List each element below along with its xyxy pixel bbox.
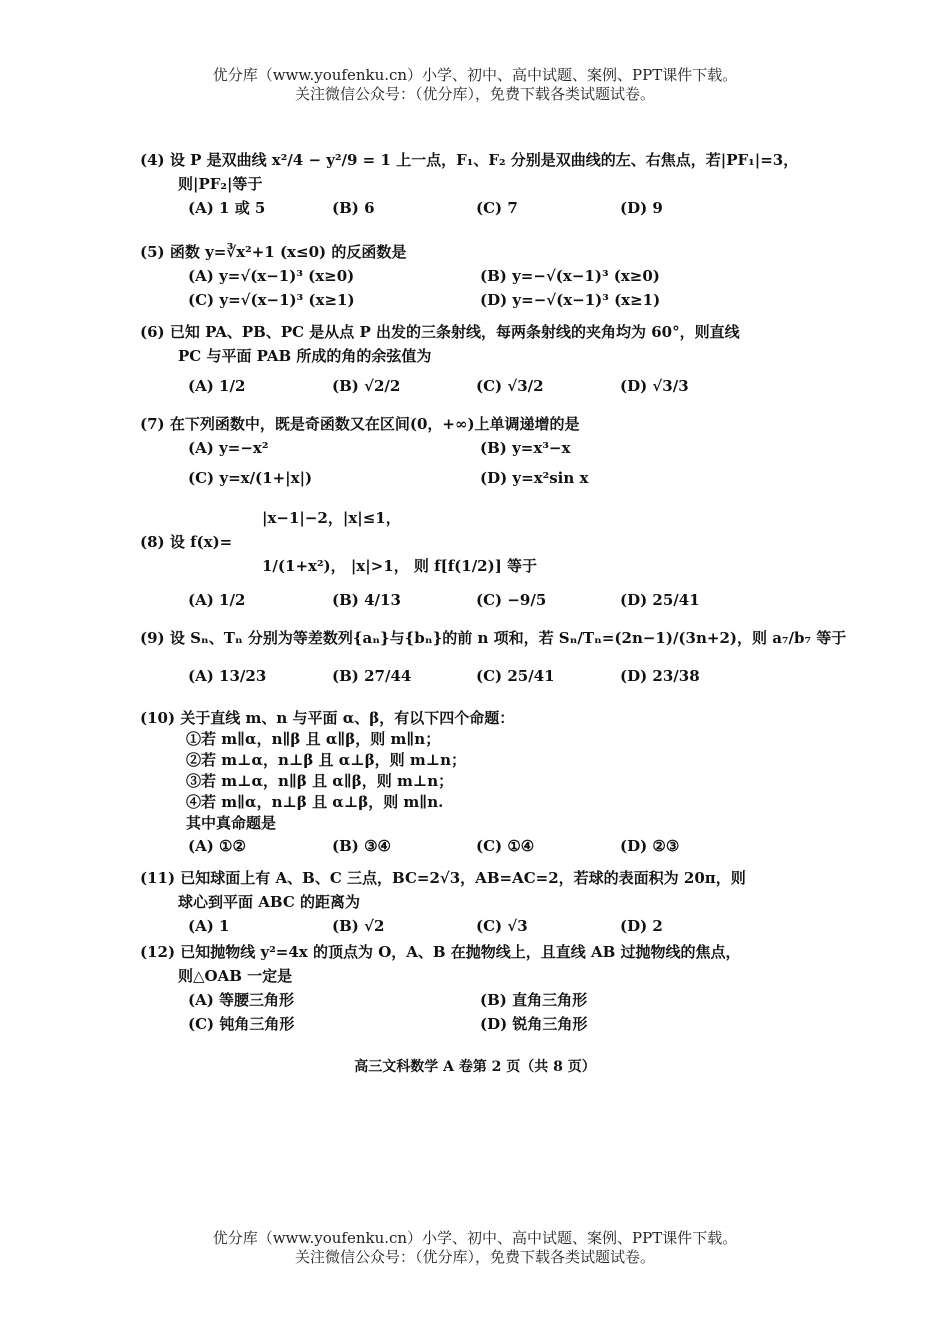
question-stem: (6) 已知 PA、PB、PC 是从点 P 出发的三条射线，每两条射线的夹角均为 60°，则直线: [140, 323, 740, 341]
bottom-header-line-1: 优分库（www.youfenku.cn）小学、初中、高中试题、案例、PPT课件下载。: [212, 1229, 738, 1247]
bottom-header-line-2: 关注微信公众号：（优分库），免费下载各类试题试卷。: [294, 1248, 655, 1266]
question-stem: 1/(1+x²)， |x|>1， 则 f[f(1/2)] 等于: [262, 557, 538, 575]
option-b: (B) √2/2: [332, 377, 401, 395]
proposition-4: ④若 m∥α，n⊥β 且 α⊥β，则 m∥n.: [186, 793, 444, 811]
question-4: [140, 148, 840, 220]
question-stem: 则|PF₂|等于: [178, 175, 263, 193]
option-c: (C) √3: [476, 917, 528, 935]
option-a: (A) 1: [188, 917, 230, 935]
question-5: [140, 240, 840, 312]
proposition-2: ②若 m⊥α，n⊥β 且 α⊥β，则 m⊥n；: [186, 751, 467, 769]
option-d: (D) 25/41: [620, 591, 700, 609]
option-d: (D) ②③: [620, 837, 680, 855]
option-b: (B) 6: [332, 199, 375, 217]
question-stem: (7) 在下列函数中，既是奇函数又在区间(0，+∞)上单调递增的是: [140, 415, 580, 433]
question-10: [140, 708, 840, 858]
question-stem: (8) 设 f(x)=: [140, 533, 233, 551]
option-b: (B) 27/44: [332, 667, 412, 685]
question-6: [140, 320, 840, 402]
question-stem: (9) 设 Sₙ、Tₙ 分别为等差数列{aₙ}与{bₙ}的前 n 项和，若 Sₙ/Tₙ=(2n−1)/(3n+2)，则 a₇/b₇ 等于: [140, 629, 847, 647]
page-number: 高三文科数学 A 卷第 2 页（共 8 页）: [354, 1059, 596, 1075]
option-c: (C) y=x/(1+|x|): [188, 469, 313, 487]
option-c: (C) 钝角三角形: [188, 1015, 295, 1033]
option-c: (C) ①④: [476, 837, 535, 855]
question-9: [140, 626, 847, 692]
option-d: (D) 9: [620, 199, 663, 217]
option-b: (B) y=−√(x−1)³ (x≥0): [480, 267, 660, 285]
option-c: (C) −9/5: [476, 591, 547, 609]
option-a: (A) 13/23: [188, 667, 267, 685]
question-stem: 球心到平面 ABC 的距离为: [178, 893, 360, 911]
question-11: [140, 866, 840, 938]
option-b: (B) 4/13: [332, 591, 401, 609]
option-a: (A) 1 或 5: [188, 199, 266, 217]
option-d: (D) 锐角三角形: [480, 1015, 588, 1033]
option-c: (C) √3/2: [476, 377, 544, 395]
option-c: (C) 7: [476, 199, 518, 217]
option-b: (B) √2: [332, 917, 385, 935]
option-a: (A) y=−x²: [188, 439, 269, 457]
top-header: [0, 66, 950, 104]
option-d: (D) √3/3: [620, 377, 689, 395]
question-stem: PC 与平面 PAB 所成的角的余弦值为: [178, 347, 432, 365]
question-stem: (11) 已知球面上有 A、B、C 三点，BC=2√3，AB=AC=2，若球的表面积为 20π，则: [140, 869, 746, 887]
option-a: (A) y=√(x−1)³ (x≥0): [188, 267, 355, 285]
bottom-header: [0, 1229, 950, 1267]
proposition-1: ①若 m∥α，n∥β 且 α∥β，则 m∥n；: [186, 730, 441, 748]
option-d: (D) y=x²sin x: [480, 469, 589, 487]
option-a: (A) ①②: [188, 837, 246, 855]
question-stem: (5) 函数 y=∛x²+1 (x≤0) 的反函数是: [140, 243, 407, 261]
question-12: [140, 940, 840, 1036]
option-a: (A) 1/2: [188, 377, 246, 395]
question-stem: (4) 设 P 是双曲线 x²/4 − y²/9 = 1 上一点，F₁、F₂ 分别是双曲线的左、右焦点，若|PF₁|=3，: [140, 151, 799, 169]
option-b: (B) 直角三角形: [480, 991, 588, 1009]
option-d: (D) 2: [620, 917, 663, 935]
option-c: (C) y=√(x−1)³ (x≥1): [188, 291, 355, 309]
question-stem: 其中真命题是: [186, 814, 277, 832]
option-a: (A) 等腰三角形: [188, 991, 295, 1009]
header-line-2: 关注微信公众号：（优分库），免费下载各类试题试卷。: [294, 85, 655, 103]
question-stem: |x−1|−2，|x|≤1，: [262, 509, 401, 527]
option-b: (B) ③④: [332, 837, 391, 855]
question-8: [140, 506, 840, 616]
question-stem: 则△OAB 一定是: [178, 967, 293, 985]
option-d: (D) y=−√(x−1)³ (x≥1): [480, 291, 661, 309]
proposition-3: ③若 m⊥α，n∥β 且 α∥β，则 m⊥n；: [186, 772, 454, 790]
question-stem: (10) 关于直线 m、n 与平面 α、β，有以下四个命题：: [140, 709, 515, 727]
option-a: (A) 1/2: [188, 591, 246, 609]
option-b: (B) y=x³−x: [480, 439, 571, 457]
question-stem: (12) 已知抛物线 y²=4x 的顶点为 O，A、B 在抛物线上，且直线 AB 过抛物线的焦点，: [140, 943, 741, 961]
question-7: [140, 412, 840, 494]
header-line-1: 优分库（www.youfenku.cn）小学、初中、高中试题、案例、PPT课件下载。: [212, 66, 738, 84]
option-d: (D) 23/38: [620, 667, 700, 685]
option-c: (C) 25/41: [476, 667, 555, 685]
